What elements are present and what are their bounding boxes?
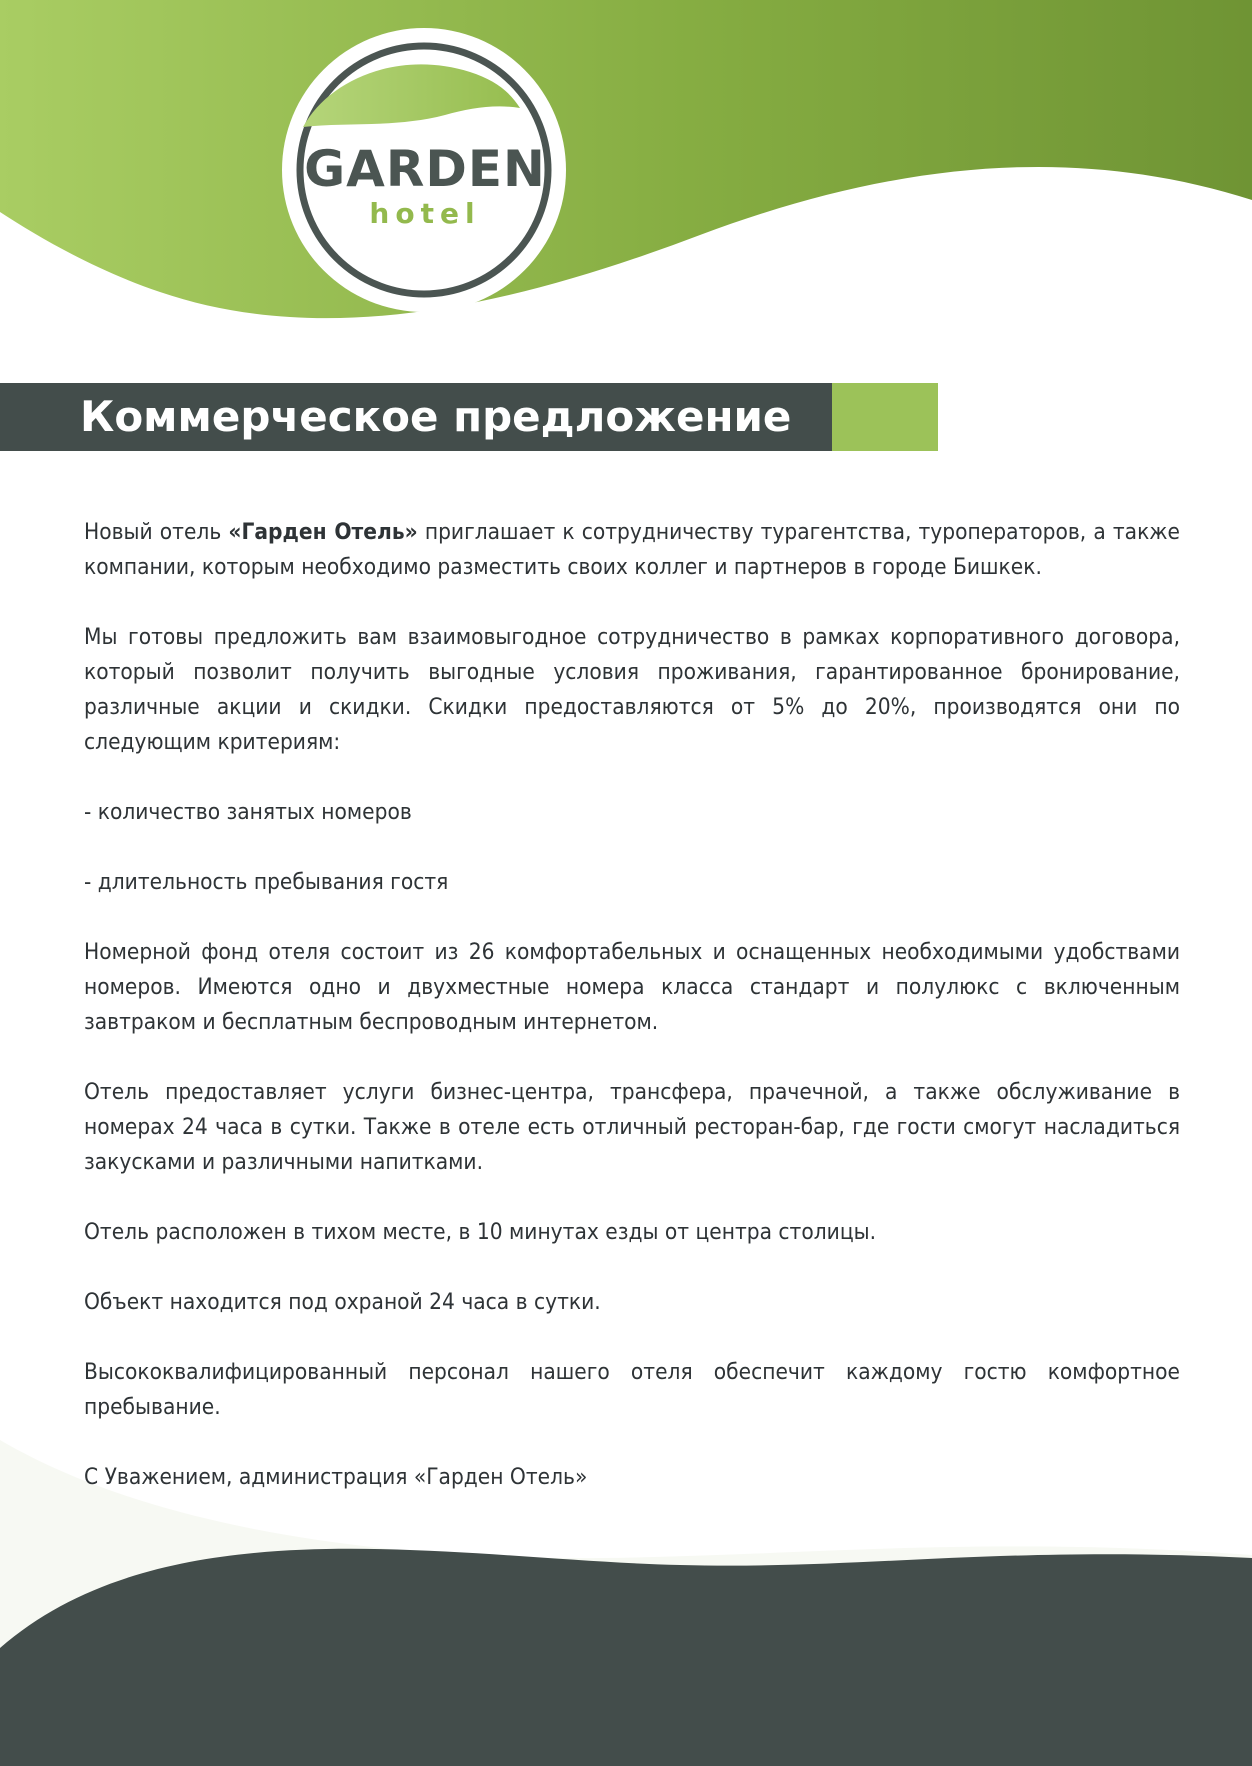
signature: С Уважением, администрация «Гарден Отель»	[84, 1464, 588, 1490]
paragraph-rooms: Номерной фонд отеля состоит из 26 комфортабельных и оснащенных необходимыми удобствами номеров. Имеются одно и двухместные номера класса стандарт и полулюкс с включенным завтраком и бесплатным беспроводным интернетом.	[84, 939, 1180, 1035]
logo-subtitle: hotel	[369, 197, 481, 230]
hotel-name: «Гарден Отель»	[228, 519, 418, 545]
letter-body	[84, 515, 1180, 1530]
criteria-item: - длительность пребывания гостя	[84, 869, 449, 895]
paragraph-security: Объект находится под охраной 24 часа в сутки.	[84, 1289, 601, 1315]
footer-wave	[0, 1549, 1252, 1766]
header-wave	[0, 0, 1252, 318]
logo-title: GARDEN	[304, 140, 546, 198]
paragraph-location: Отель расположен в тихом месте, в 10 минутах езды от центра столицы.	[84, 1219, 877, 1245]
paragraph-staff: Высококвалифицированный персонал нашего отеля обеспечит каждому гостю комфортное пребывание.	[84, 1359, 1180, 1420]
paragraph-services: Отель предоставляет услуги бизнес-центра, трансфера, прачечной, а также обслуживание в номерах 24 часа в сутки. Также в отеле есть отличный ресторан-бар, где гости смогут насладиться закусками и различными напитками.	[84, 1079, 1180, 1175]
page-title: Коммерческое предложение	[80, 392, 792, 441]
criteria-item: - количество занятых номеров	[84, 799, 412, 825]
paragraph-offer: Мы готовы предложить вам взаимовыгодное сотрудничество в рамках корпоративного договора, который позволит получить выгодные условия проживания, гарантированное бронирование, различные акции и скидки. Скидки предоставляются от 5% до 20%, производятся они по следующим критериям:	[84, 624, 1180, 755]
intro-rest: приглашает к сотрудничеству турагентства, туроператоров, а также компании, которым необходимо разместить своих коллег и партнеров в городе Бишкек.	[84, 519, 1180, 580]
intro-lead: Новый отель	[84, 519, 229, 545]
paragraph-intro	[84, 515, 1180, 585]
title-accent-block	[832, 383, 938, 451]
